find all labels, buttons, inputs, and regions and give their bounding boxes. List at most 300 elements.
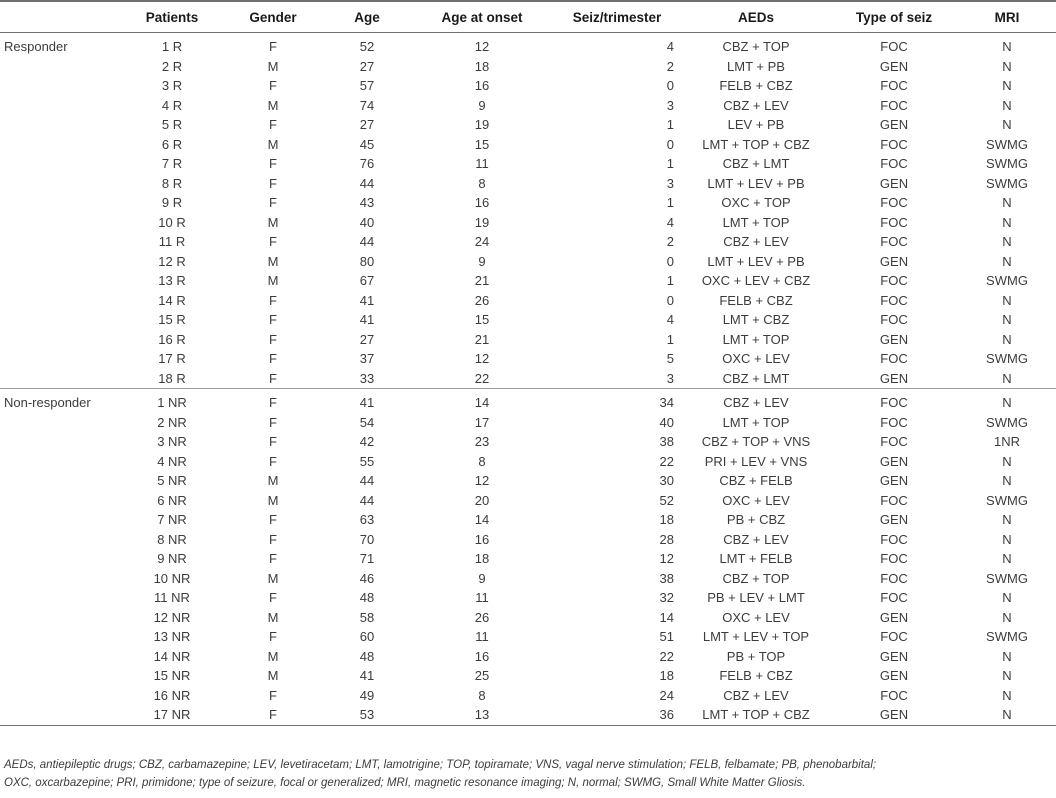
age-at-onset: 18 [474,58,490,74]
seiz-per-trimester: 18 [659,512,674,527]
group-column-header [0,1,120,33]
age: 71 [359,551,375,566]
mri: N [1002,551,1012,566]
patient-id: 14 R [158,292,186,308]
age-at-onset: 15 [474,312,490,327]
aeds: OXC + LEV [722,351,790,366]
age-at-onset: 8 [478,175,486,191]
gender: F [269,195,277,210]
group-label [0,213,120,233]
footnote-line-2: OXC, oxcarbazepine; PRI, primidone; type of seizure, focal or generalized; MRI, magnetic resonance imaging; N, normal; SWMG, Small White Matter Gliosis. [4,777,806,789]
table-row [0,491,1056,511]
seiz-per-trimester: 51 [659,629,674,644]
gender: F [269,39,277,54]
seizure-type: FOC [880,195,908,210]
mri: SWMG [986,156,1028,171]
aeds: LMT + TOP [722,414,790,430]
age: 41 [322,389,412,413]
age-at-onset: 26 [474,609,490,625]
age: 70 [359,531,375,547]
seiz-per-trimester: 1 [666,195,674,210]
group-label [0,549,120,569]
aeds: PB + TOP [726,648,786,664]
seiz-per-trimester: 14 [659,609,674,625]
aeds: FELB + CBZ [719,292,793,308]
seizure-type: FOC [880,97,908,113]
seiz-per-trimester: 40 [659,414,674,430]
mri: N [1002,195,1012,210]
group-label [0,569,120,589]
age-at-onset: 13 [412,705,552,725]
table-row [0,510,1056,530]
aeds: LMT + LEV + TOP [702,629,810,644]
age-at-onset: 12 [474,473,490,488]
age: 74 [359,97,375,113]
seizure-type: GEN [879,512,909,527]
mri: SWMG [986,570,1028,586]
seiz-per-trimester: 34 [552,389,682,413]
table-row [0,389,1056,413]
seiz-per-trimester: 18 [659,668,674,683]
aeds: LMT + FELB [719,551,793,566]
seizure-type: FOC [880,78,908,93]
seizure-type: FOC [880,551,908,566]
mri: N [1002,97,1012,113]
patient-id: 17 NR [120,705,224,725]
group-label [0,135,120,155]
patient-id: 12 R [158,253,186,269]
gender: M [267,609,279,625]
gender: M [267,648,279,664]
table-row [0,57,1056,77]
group-label [0,310,120,330]
aeds: OXC + LEV [722,609,790,625]
mri: N [1002,370,1012,386]
aeds: LMT + LEV + PB [707,175,805,191]
aeds: LMT + TOP [722,331,790,347]
seizure-type: GEN [879,473,909,488]
age-at-onset: 14 [412,389,552,413]
seiz-per-trimester: 0 [666,136,674,152]
seiz-trimester-header: Seiz/trimester [552,1,682,33]
mri: N [1002,531,1012,547]
age: 43 [359,195,375,210]
table-body [0,33,1056,726]
seizure-type: GEN [879,253,909,269]
mri: N [1002,331,1012,347]
age-at-onset: 8 [478,453,486,469]
gender: M [267,668,279,683]
patient-id: 7 R [161,156,183,171]
mri: SWMG [986,175,1028,191]
age: 33 [359,370,375,386]
seizure-type: FOC [880,351,908,366]
table-row [0,291,1056,311]
mri: N [1002,687,1012,703]
patient-id: 4 R [161,97,183,113]
mri: N [1002,214,1012,230]
age: 52 [359,39,375,54]
age: 53 [322,705,412,725]
gender: F [269,78,277,93]
group-label [0,349,120,369]
patient-id: 12 NR [153,609,191,625]
gender: F [269,629,277,644]
patient-id: 5 R [161,117,183,132]
age: 41 [359,668,375,683]
table-row [0,588,1056,608]
table-row [0,452,1056,472]
seizure-type: GEN [879,648,909,664]
group-label [0,76,120,96]
mri: SWMG [986,351,1028,366]
aeds: OXC + LEV + CBZ [701,273,811,288]
group-label [0,174,120,194]
seiz-per-trimester: 38 [659,434,674,449]
gender: F [269,312,277,327]
patient-id: 18 R [158,370,186,386]
age: 42 [359,434,375,449]
patient-id: 15 NR [153,668,191,683]
patient-id: 11 NR [154,590,190,605]
patient-id: 9 R [161,195,183,210]
mri: N [1002,512,1012,527]
age: 49 [359,687,375,703]
aeds: OXC + TOP [721,195,791,210]
age: 44 [359,175,375,191]
mri: N [1002,648,1012,664]
age: 44 [359,234,375,249]
aeds: OXC + LEV [722,492,790,508]
seiz-per-trimester: 3 [666,175,674,191]
table-row [0,549,1056,569]
group-label [0,232,120,252]
mri: N [1002,253,1012,269]
seizure-type: GEN [879,175,909,191]
seizure-type: FOC [880,687,908,703]
group-label [0,510,120,530]
gender: M [267,570,279,586]
mri: SWMG [986,136,1028,152]
seizure-type: FOC [880,492,908,508]
patient-id: 16 NR [153,687,191,703]
age: 45 [359,136,375,152]
seiz-per-trimester: 3 [666,97,674,113]
age: 58 [359,609,375,625]
mri-header: MRI [958,1,1056,33]
mri: N [1002,292,1012,308]
seizure-type: GEN [879,370,909,386]
group-label [0,154,120,174]
gender: F [269,687,277,703]
age-at-onset: 25 [474,668,490,683]
age: 41 [359,292,375,308]
gender: M [267,97,279,113]
age-header: Age [322,1,412,33]
age: 54 [359,414,375,430]
seizure-type: GEN [879,58,909,74]
gender: F [269,234,277,249]
seizure-type: FOC [880,273,908,288]
gender-header: Gender [224,1,322,33]
age: 41 [359,312,375,327]
patient-id: 10 R [158,214,186,230]
patient-id: 14 NR [153,648,191,664]
aeds: FELB + CBZ [719,78,793,93]
age: 57 [359,78,375,93]
table-row [0,33,1056,57]
patient-id: 6 NR [157,492,187,508]
seiz-per-trimester: 24 [659,687,674,703]
patients-header: Patients [120,1,224,33]
aeds: CBZ + LEV [723,97,789,113]
age-at-onset: 14 [474,512,490,527]
patient-id: 1 R [161,39,183,54]
seizure-type: FOC [880,434,908,449]
seiz-per-trimester: 12 [659,551,674,566]
seizure-type: FOC [880,214,908,230]
mri: SWMG [986,273,1028,288]
table-row [0,369,1056,389]
table-row [0,154,1056,174]
gender: F [269,434,277,449]
gender: F [224,389,322,413]
gender: F [269,370,277,386]
table-row [0,686,1056,706]
group-label: Responder [4,39,68,54]
age: 27 [359,58,375,74]
seiz-per-trimester: 3 [666,370,674,386]
aeds: FELB + CBZ [719,668,793,683]
mri: N [1002,609,1012,625]
seiz-per-trimester: 36 [552,705,682,725]
aeds: CBZ + TOP + VNS [701,434,811,449]
aeds: CBZ + LMT [722,370,790,386]
seizure-type: GEN [879,668,909,683]
gender: M [267,136,279,152]
patient-id: 3 NR [157,434,187,449]
age-at-onset: 19 [474,117,490,132]
table-row [0,96,1056,116]
age: 55 [359,453,375,469]
age-at-onset: 22 [474,370,490,386]
gender: M [267,214,279,230]
group-label [0,666,120,686]
aeds: PRI + LEV + VNS [704,453,808,469]
group-label [0,588,120,608]
aeds: CBZ + LEV [723,234,789,249]
seizure-type: FOC [880,234,908,249]
age: 27 [359,117,375,132]
age: 76 [359,156,375,171]
age-at-onset: 17 [474,414,490,430]
patient-id: 10 NR [153,570,191,586]
gender: F [269,292,277,308]
group-label [0,271,120,291]
age: 60 [359,629,375,644]
age: 46 [359,570,375,586]
group-label [0,491,120,511]
group-label [0,115,120,135]
group-label [0,57,120,77]
age-at-onset: 11 [475,629,489,644]
seiz-per-trimester: 0 [666,78,674,93]
age: 67 [359,273,375,288]
age: 63 [359,512,375,527]
aeds: LMT + CBZ [722,312,790,327]
patient-id: 1 NR [120,389,224,413]
gender: F [269,351,277,366]
gender: M [267,253,279,269]
mri: N [958,705,1056,725]
age-at-onset: 20 [474,492,490,508]
age-at-onset: 15 [474,136,490,152]
table-header [0,1,1056,33]
group-label [0,705,120,725]
seiz-per-trimester: 2 [666,234,674,249]
seiz-per-trimester: 32 [659,590,674,605]
aeds-header: AEDs [682,1,830,33]
seizure-type: FOC [880,39,908,54]
table-row [0,432,1056,452]
seizure-type: GEN [879,117,909,132]
group-label [0,193,120,213]
group-label [0,608,120,628]
aeds: LMT + TOP + CBZ [702,136,810,152]
table-row [0,627,1056,647]
aeds: LMT + LEV + PB [707,253,805,269]
gender: F [224,705,322,725]
gender: F [269,414,277,430]
table-row [0,76,1056,96]
age-at-onset: 9 [478,97,486,113]
seiz-per-trimester: 22 [659,648,674,664]
age-at-onset: 26 [474,292,490,308]
seiz-per-trimester: 30 [659,473,674,488]
mri: N [1002,39,1012,54]
seizure-type: FOC [880,414,908,430]
aeds: CBZ + LEV [723,531,789,547]
gender: F [269,531,277,547]
age-at-onset: 21 [474,331,490,347]
mri: SWMG [986,414,1028,430]
gender: F [269,453,277,469]
gender: F [269,175,277,191]
patient-id: 11 R [158,234,186,249]
age-at-onset: 16 [474,531,490,547]
table-row [0,666,1056,686]
age: 44 [359,492,375,508]
group-label [0,432,120,452]
group-label: Non-responder [0,389,120,413]
table-row [0,330,1056,350]
aeds: LEV + PB [727,117,785,132]
group-label [0,647,120,667]
seizure-type: FOC [880,531,908,547]
age-at-onset: 23 [474,434,490,449]
age-at-onset: 16 [474,195,490,210]
table-row [0,213,1056,233]
age: 48 [359,648,375,664]
aeds: CBZ + LMT [722,156,790,171]
table-row [0,608,1056,628]
table-row [0,232,1056,252]
table-row [0,471,1056,491]
seiz-per-trimester: 2 [666,58,674,74]
seiz-per-trimester: 1 [666,331,674,347]
seizure-type: FOC [830,389,958,413]
age-at-onset: 21 [474,273,490,288]
seizure-type: FOC [880,292,908,308]
seizure-type: FOC [880,629,908,644]
gender: F [269,331,277,347]
gender: F [269,590,277,605]
group-label [0,452,120,472]
seiz-per-trimester: 5 [666,351,674,366]
age-at-onset-header: Age at onset [412,1,552,33]
group-label [0,627,120,647]
group-label [0,413,120,433]
seizure-type: FOC [880,590,908,605]
mri: N [958,389,1056,413]
mri: SWMG [986,492,1028,508]
seiz-per-trimester: 0 [666,253,674,269]
mri: N [1002,234,1012,249]
aeds: LMT + PB [727,58,785,74]
age-at-onset: 8 [478,687,486,703]
patient-id: 13 R [158,273,186,288]
gender: M [267,58,279,74]
patient-id: 8 NR [157,531,187,547]
aeds: LMT + TOP [722,214,790,230]
aeds: CBZ + TOP [722,570,790,586]
group-label [0,686,120,706]
seiz-per-trimester: 1 [666,156,674,171]
mri: N [1002,117,1012,132]
table-footnote [4,756,1044,792]
patient-id: 7 NR [157,512,187,527]
age-at-onset: 16 [474,78,490,93]
header-row [0,1,1056,33]
aeds: PB + LEV + LMT [707,590,805,605]
aeds: CBZ + LEV [682,389,830,413]
age: 44 [359,473,375,488]
gender: F [269,551,277,566]
seiz-per-trimester: 22 [659,453,674,469]
patient-id: 16 R [158,331,186,347]
aeds: CBZ + FELB [719,473,793,488]
age: 40 [359,214,375,230]
mri: N [1002,312,1012,327]
seiz-per-trimester: 1 [666,117,674,132]
table-row [0,705,1056,725]
seiz-per-trimester: 4 [666,312,674,327]
seizure-type: FOC [880,156,908,171]
age: 27 [359,331,375,347]
age-at-onset: 9 [478,570,486,586]
table-row [0,530,1056,550]
group-label [0,96,120,116]
mri: N [1002,78,1012,93]
seizure-type: FOC [880,570,908,586]
table-row [0,569,1056,589]
age-at-onset: 12 [474,351,490,366]
seizure-type: GEN [830,705,958,725]
seiz-per-trimester: 28 [659,531,674,547]
patient-id: 8 R [161,175,183,191]
group-label [0,330,120,350]
seizure-type: GEN [879,609,909,625]
